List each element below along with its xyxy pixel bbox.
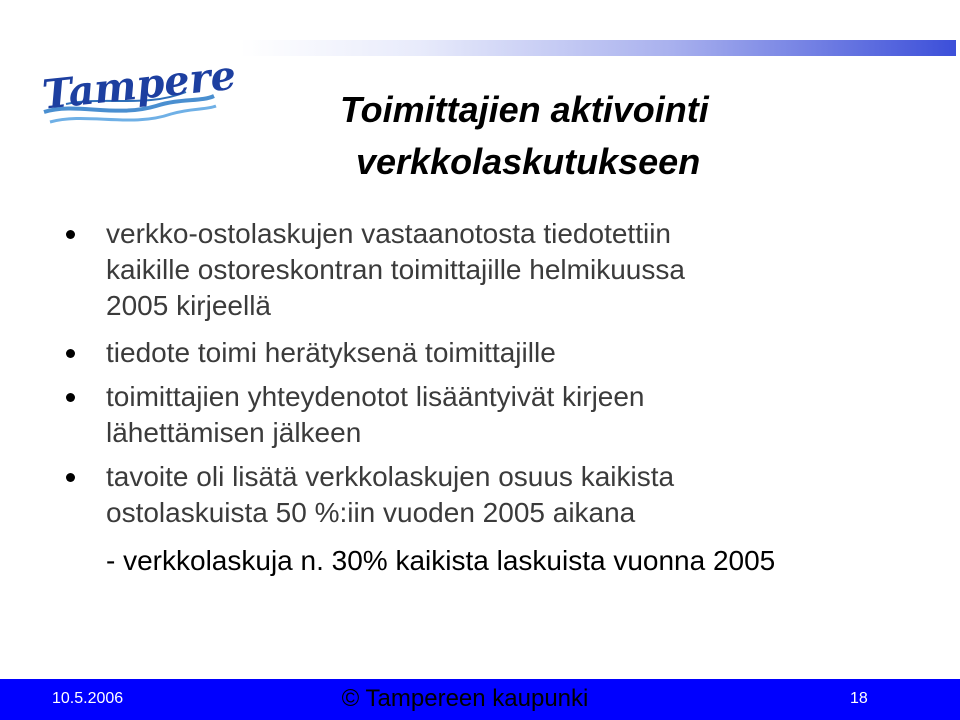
bullet-line: tiedote toimi herätyksenä toimittajille [106,337,556,368]
page-number: 18 [850,690,868,707]
title-line-2: verkkolaskutukseen [356,141,701,182]
bullet-icon [66,473,75,482]
title-line-1: Toimittajien aktivointi [340,89,709,130]
logo-text: Tampere [40,51,239,119]
bullet-item [66,335,926,371]
bullet-icon [66,230,75,239]
bullet-item [66,379,926,451]
bullet-line: kaikille ostoreskontran toimittajille helmikuussa [106,254,685,285]
bullet-icon [66,393,75,402]
bullet-item [66,216,926,324]
bullet-line: ostolaskuista 50 %:iin vuoden 2005 aikana [106,497,636,528]
bullet-line: toimittajien yhteydenotot lisääntyivät kirjeen [106,381,645,412]
bullet-icon [66,349,75,358]
footer-copyright: © Tampereen kaupunki [341,685,589,712]
bullet-line: tavoite oli lisätä verkkolaskujen osuus kaikista [106,461,675,492]
footer-bar [0,679,960,720]
slide-title [340,84,900,188]
note-text: - verkkolaskuja n. 30% kaikista laskuista vuonna 2005 [106,545,776,576]
bullet-line: lähettämisen jälkeen [106,417,362,448]
bullet-line: 2005 kirjeellä [106,290,271,321]
header-gradient-bar [240,40,956,56]
bullet-list [66,216,926,579]
bullet-line: verkko-ostolaskujen vastaanotosta tiedotettiin [106,218,671,249]
tampere-logo [36,40,239,130]
bullet-item [66,459,926,531]
tampere-logo-graphic [36,40,239,130]
footer-date: 10.5.2006 [52,690,124,707]
